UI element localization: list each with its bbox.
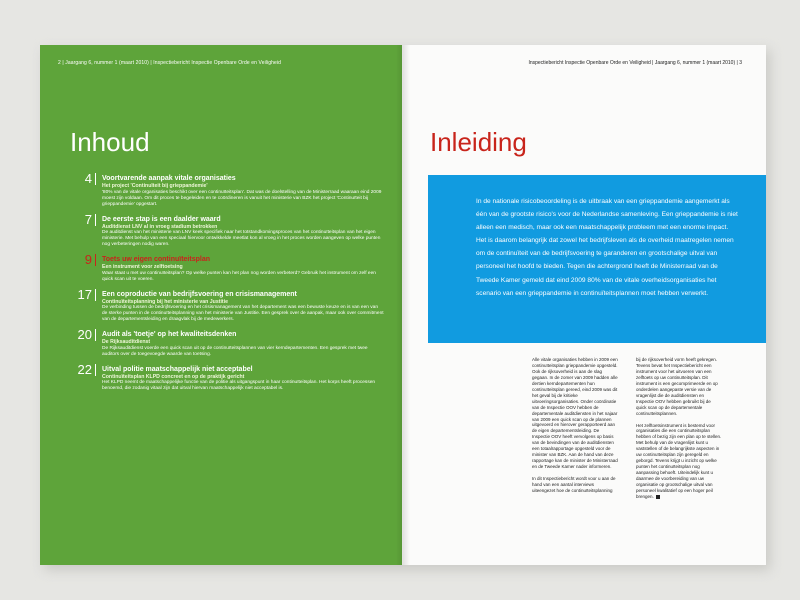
toc-entry[interactable] [62,211,384,249]
toc-entry-active[interactable] [62,252,384,283]
toc-entry-title: Voortvarende aanpak vitale organisaties [102,175,236,182]
body-paragraph: bij de rijksoverheid vorm heeft gekregen. Tevens bevat het Inspectiebericht een instrument voor het uitvoeren van een zelftoets op uw continuïteitsplan. Dit instrument is een gecomprimeerde en op onderdelen aangepaste versie van de vragenlijst die de auditdiensten en Inspectie OOV hebben gebruikt bij de quick scan op de departementale continuïteitsplannen. [636,357,718,416]
left-page [40,45,402,565]
body-column-1 [532,357,618,500]
toc-page-number: 7 [62,213,92,227]
toc-page-number: 20 [62,328,92,342]
toc-entry-subtitle: Auditdienst LNV al in vroeg stadium betrokken [102,223,218,230]
right-page [402,45,766,565]
toc-entry-summary: '80% van de vitale organisaties beschikt over een continuïteitsplan'. Dat was de doelstelling van de Ministerraad waaraan eind 2009 moest zijn voldaan. Om dit proces te begeleiden en te coördineren is vanuit het ministerie van BZK het project 'Continuïteit bij grieppandemie' opgestart. [102,189,382,207]
toc-entry[interactable] [62,286,384,324]
intro-title: Inleiding [430,127,527,157]
toc-entry-title: De eerste stap is een daalder waard [102,215,221,223]
body-paragraph-last [636,423,722,500]
end-mark-icon [656,495,660,499]
toc-page-number: 4 [62,172,92,186]
body-paragraph: Alle vitale organisaties hebben in 2009 een continuïteitsplan grieppandemie opgesteld. Ook de rijksoverheid is aan de slag gegaan. In de zomer van 2009 hadden alle dertien kerndepartementen hun continuïteitsplan gereed, eind 2009 was dit het geval bij de kritieke uitvoeringsorganisaties. Onder coördinatie van de Inspectie OOV hebben de departementale auditdiensten in het najaar van 2009 een quick scan op de plannen uitgevoerd en hierover gerapporteerd aan de eigen departementsleiding. De Inspectie OOV heeft vervolgens op basis van de bevindingen van de auditdiensten een totaalrapportage opgesteld voor de minister van BZK. Aan de hand van deze rapportage kan de minister de Ministerraad en de Tweede Kamer nader informeren. [532,357,618,470]
body-column-2 [636,357,722,506]
right-running-head: Inspectiebericht Inspectie Openbare Orde en Veiligheid | Jaargang 6, nummer 1 (maart 2010) | 3 [528,60,742,66]
toc-entry-subtitle: De Rijksauditdienst [102,339,151,345]
toc-page-number: 22 [62,363,92,377]
toc-entry[interactable] [62,327,384,358]
body-paragraph: In dit Inspectiebericht wordt voor u aan de hand van een aantal interviews uiteengezet hoe de continuïteitsplanning [532,476,616,494]
toc-entry-summary: De auditdienst van het ministerie van LNV keek specifiek naar het totstandkomingsproces van het continuïteitsplan van het eigen ministerie. Met behulp van een speciaal hiervoor ontwikkelde meetlat kon al vroeg in het proces worden aangeven op welke punten nog verbeteringen nodig waren. [102,230,381,247]
toc-entry-title: Uitval politie maatschappelijk niet acceptabel [102,365,253,373]
spine-gutter [396,45,410,565]
left-running-head: 2 | Jaargang 6, nummer 1 (maart 2010) | Inspectiebericht Inspectie Openbare Orde en Veiligheid [58,60,281,66]
toc-entry-summary: De Rijksauditdienst voerde een quick scan uit op de continuïteitsplannen van vier kerndepartementen. Een gesprek met twee auditors over de toegevoegde waarde van toetsing. [102,345,368,357]
table-of-contents [62,171,384,400]
toc-entry-summary: Waar staat u met uw continuïteitsplan? Op welke punten kan het plan nog worden verbeterd? Gebruik het instrument om zelf een quick scan uit te voeren. [102,270,376,282]
toc-title: Inhoud [70,127,150,157]
toc-entry-title: Audit als 'toetje' op het kwaliteitsdenken [102,331,237,338]
toc-entry[interactable] [62,361,384,393]
toc-page-number: 9 [62,253,92,267]
toc-entry-summary: Het KLPD neemt de maatschappelijke functie van de politie als uitgangspunt in haar continuïteitsplan. Het korps heeft processen benoemd, die zodanig vitaal zijn dat uitval hiervan maatschappelijk niet acceptabel is. [102,380,376,391]
toc-entry-subtitle: Een instrument voor zelftoetsing [102,264,183,270]
toc-entry-summary: De verbinding tussen de bedrijfsvoering en het crisismanagement van het departement was een bewuste keuze en is van een van de sterke punten in de continuïteitsplanning van het ministerie van Justitie. Een gesprek over de aanpak, maar ook over commitment van de departementsleiding en draagvlak bij de medewerkers. [102,305,384,322]
intro-box [428,175,766,343]
body-paragraph-text: Het zelftoetsinstrument is bestemd voor organisaties die een continuïteitsplan hebben of bezig zijn een plan op te stellen. Met behulp van de vragenlijst kunt u vaststellen of de belangrijkste aspecten in uw continuïteitsplan zijn geregeld en geborgd. Tevens krijgt u inzicht op welke punten het continuïteitsplan nog aanpassing behoeft. Uiteindelijk kunt u daarmee de voorbereiding van uw organisatie op grootschalige uitval van personeel kwalitatief op een hoger peil brengen. [636,422,722,499]
intro-text: In de nationale risicobeoordeling is de uitbraak van een grieppandemie aangemerkt als één van de grootste risico's voor de Nederlandse samenleving. Een grieppandemie is niet alleen een medisch, maar ook een maatschappelijk probleem met een enorme impact. Het is daarom belangrijk dat zowel het bedrijfsleven als de overheid maatregelen nemen om de continuïteit van de bedrijfsvoering te garanderen en grootschalige uitval van personeel het hoofd te bieden. Tegen die achtergrond heeft de Ministerraad van de Tweede Kamer gemeld dat eind 2009 80% van de vitale overheidsorganisaties het scenario van een grieppandemie in continuïteitsplannen moet hebben verwerkt. [476,198,738,297]
toc-page-number: 17 [62,288,92,302]
toc-entry-title: Een coproductie van bedrijfsvoering en crisismanagement [102,290,297,298]
toc-entry[interactable] [62,171,384,208]
toc-entry-subtitle: Continuïteitsplanning bij het ministerie van Justitie [102,298,228,305]
toc-entry-subtitle: Continuïteitsplan KLPD concreet en op de praktijk gericht [102,373,245,380]
toc-entry-subtitle: Het project 'Continuïteit bij grieppandemie' [102,183,208,189]
toc-entry-title: Toets uw eigen continuïteitsplan [102,256,210,263]
